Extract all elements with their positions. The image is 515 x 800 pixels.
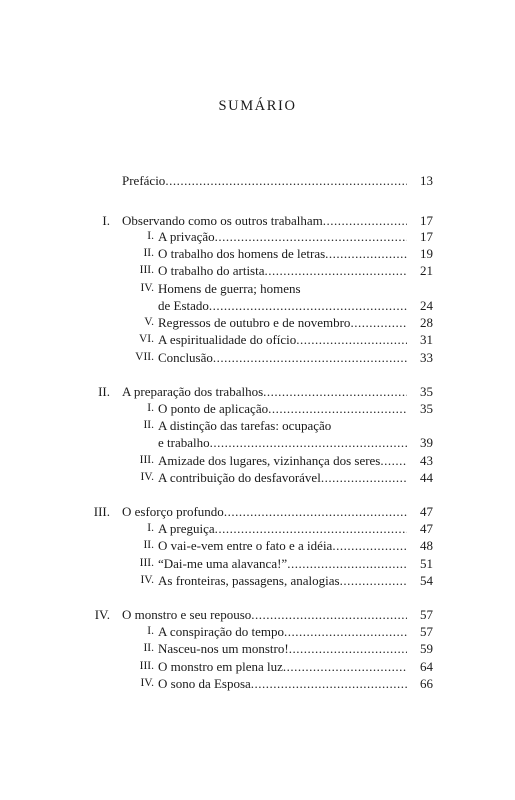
toc-entry: [0, 262, 515, 279]
dot-leader: [265, 262, 408, 279]
page-number: 31: [420, 332, 433, 347]
toc-entry: [0, 331, 515, 348]
entry-title: Observando como os outros trabalham: [122, 213, 323, 228]
toc-entry: [0, 314, 515, 331]
dot-leader: [332, 537, 407, 554]
entry-title: Nasceu-nos um monstro!: [158, 641, 289, 656]
entry-number: II.: [143, 419, 154, 431]
dot-leader: [210, 434, 407, 451]
entry-number: IV.: [94, 607, 110, 622]
page-number: 17: [420, 229, 433, 244]
dot-leader: [215, 520, 407, 537]
entry-title: Regressos de outubro e de novembro: [158, 315, 351, 330]
dot-leader: [209, 297, 407, 314]
dot-leader: [287, 555, 407, 572]
page-number: 21: [420, 263, 433, 278]
entry-title: “Dai-me uma alavanca!”: [158, 556, 288, 571]
entry-title: A espiritualidade do ofício: [158, 332, 297, 347]
toc-entry: [0, 400, 515, 417]
entry-title: O esforço profundo: [122, 504, 224, 519]
toc-entry: [0, 606, 515, 623]
entry-title: A contribuição do desfavorável: [158, 470, 321, 485]
entry-title: O sono da Esposa: [158, 676, 251, 691]
entry-number: III.: [139, 660, 154, 672]
entry-number: II.: [143, 642, 154, 654]
entry-title: As fronteiras, passagens, analogias: [158, 573, 340, 588]
entry-number: VI.: [138, 333, 154, 345]
dot-leader: [323, 212, 407, 229]
entry-number: I.: [147, 522, 154, 534]
entry-number: V.: [144, 316, 154, 328]
dot-leader: [215, 228, 407, 245]
toc-entry: [0, 383, 515, 400]
dot-leader: [251, 675, 407, 692]
toc-entry: [0, 212, 515, 229]
entry-number: III.: [139, 264, 154, 276]
page-number: 19: [420, 246, 433, 261]
toc-entry: [0, 675, 515, 692]
page-number: 64: [420, 659, 433, 674]
entry-title: O monstro em plena luz: [158, 659, 283, 674]
entry-number: II.: [143, 247, 154, 259]
page-number: 57: [420, 624, 433, 639]
page-title: SUMÁRIO: [218, 98, 297, 114]
dot-leader: [284, 623, 407, 640]
entry-title: Amizade dos lugares, vizinhança dos seres: [158, 453, 381, 468]
toc-entry: [0, 297, 515, 314]
entry-number: IV.: [140, 574, 154, 586]
toc-entry: [0, 434, 515, 451]
dot-leader: [213, 349, 407, 366]
page-number: 59: [420, 641, 433, 656]
page-number: 66: [420, 676, 433, 691]
entry-title: Homens de guerra; homens: [158, 281, 301, 296]
entry-title: O trabalho dos homens de letras: [158, 246, 326, 261]
entry-number: III.: [93, 504, 110, 519]
toc-entry: [0, 623, 515, 640]
entry-number: II.: [143, 539, 154, 551]
entry-title: O monstro e seu repouso: [122, 607, 252, 622]
dot-leader: [340, 572, 407, 589]
page-number: 48: [420, 538, 433, 553]
toc-entry: [0, 280, 515, 297]
page-number: 57: [420, 607, 433, 622]
toc-entry: [0, 503, 515, 520]
entry-number: I.: [147, 625, 154, 637]
dot-leader: [289, 640, 407, 657]
dot-leader: [224, 503, 407, 520]
entry-title: A privação: [158, 229, 215, 244]
page-number: 17: [420, 213, 433, 228]
entry-number: III.: [139, 557, 154, 569]
page-number: 47: [420, 504, 433, 519]
dot-leader: [321, 469, 407, 486]
entry-number: VII.: [135, 351, 154, 363]
toc-entry: [0, 572, 515, 589]
entry-number: I.: [147, 230, 154, 242]
page-number: 54: [420, 573, 433, 588]
entry-number: IV.: [140, 677, 154, 689]
page-number: 13: [420, 173, 433, 188]
entry-title: A preparação dos trabalhos: [122, 384, 264, 399]
page-number: 51: [420, 556, 433, 571]
entry-title: Conclusão: [158, 350, 213, 365]
toc-entry: [0, 349, 515, 366]
dot-leader: [283, 658, 407, 675]
page-number: 44: [420, 470, 433, 485]
entry-number: IV.: [140, 282, 154, 294]
dot-leader: [263, 383, 407, 400]
toc-entry: [0, 520, 515, 537]
page-number: 43: [420, 453, 433, 468]
entry-title: O trabalho do artista: [158, 263, 265, 278]
page-number: 24: [420, 298, 433, 313]
page-number: 35: [420, 401, 433, 416]
dot-leader: [268, 400, 407, 417]
dot-leader: [325, 245, 407, 262]
entry-number: II.: [98, 384, 110, 399]
dot-leader: [296, 331, 407, 348]
entry-number: I.: [102, 213, 110, 228]
entry-title: A conspiração do tempo: [158, 624, 284, 639]
toc-entry: [0, 555, 515, 572]
entry-number: I.: [147, 402, 154, 414]
entry-title: O ponto de aplicação: [158, 401, 269, 416]
dot-leader: [350, 314, 407, 331]
page-number: 39: [420, 435, 433, 450]
toc-entry: [0, 172, 515, 189]
entry-title: e trabalho: [158, 435, 210, 450]
dot-leader: [251, 606, 407, 623]
toc-entry: [0, 452, 515, 469]
toc-entry: [0, 640, 515, 657]
page-number: 35: [420, 384, 433, 399]
toc-entry: [0, 417, 515, 434]
entry-title: A preguiça: [158, 521, 215, 536]
toc-entry: [0, 537, 515, 554]
entry-title: de Estado: [158, 298, 209, 313]
entry-title: Prefácio: [122, 173, 166, 188]
page-number: 33: [420, 350, 433, 365]
toc-entry: [0, 245, 515, 262]
toc-entry: [0, 228, 515, 245]
entry-number: III.: [139, 454, 154, 466]
entry-title: A distinção das tarefas: ocupação: [158, 418, 332, 433]
toc-entry: [0, 658, 515, 675]
page-number: 28: [420, 315, 433, 330]
entry-number: IV.: [140, 471, 154, 483]
dot-leader: [380, 452, 407, 469]
toc-entry: [0, 469, 515, 486]
dot-leader: [165, 172, 407, 189]
entry-title: O vai-e-vem entre o fato e a idéia: [158, 538, 333, 553]
page-number: 47: [420, 521, 433, 536]
